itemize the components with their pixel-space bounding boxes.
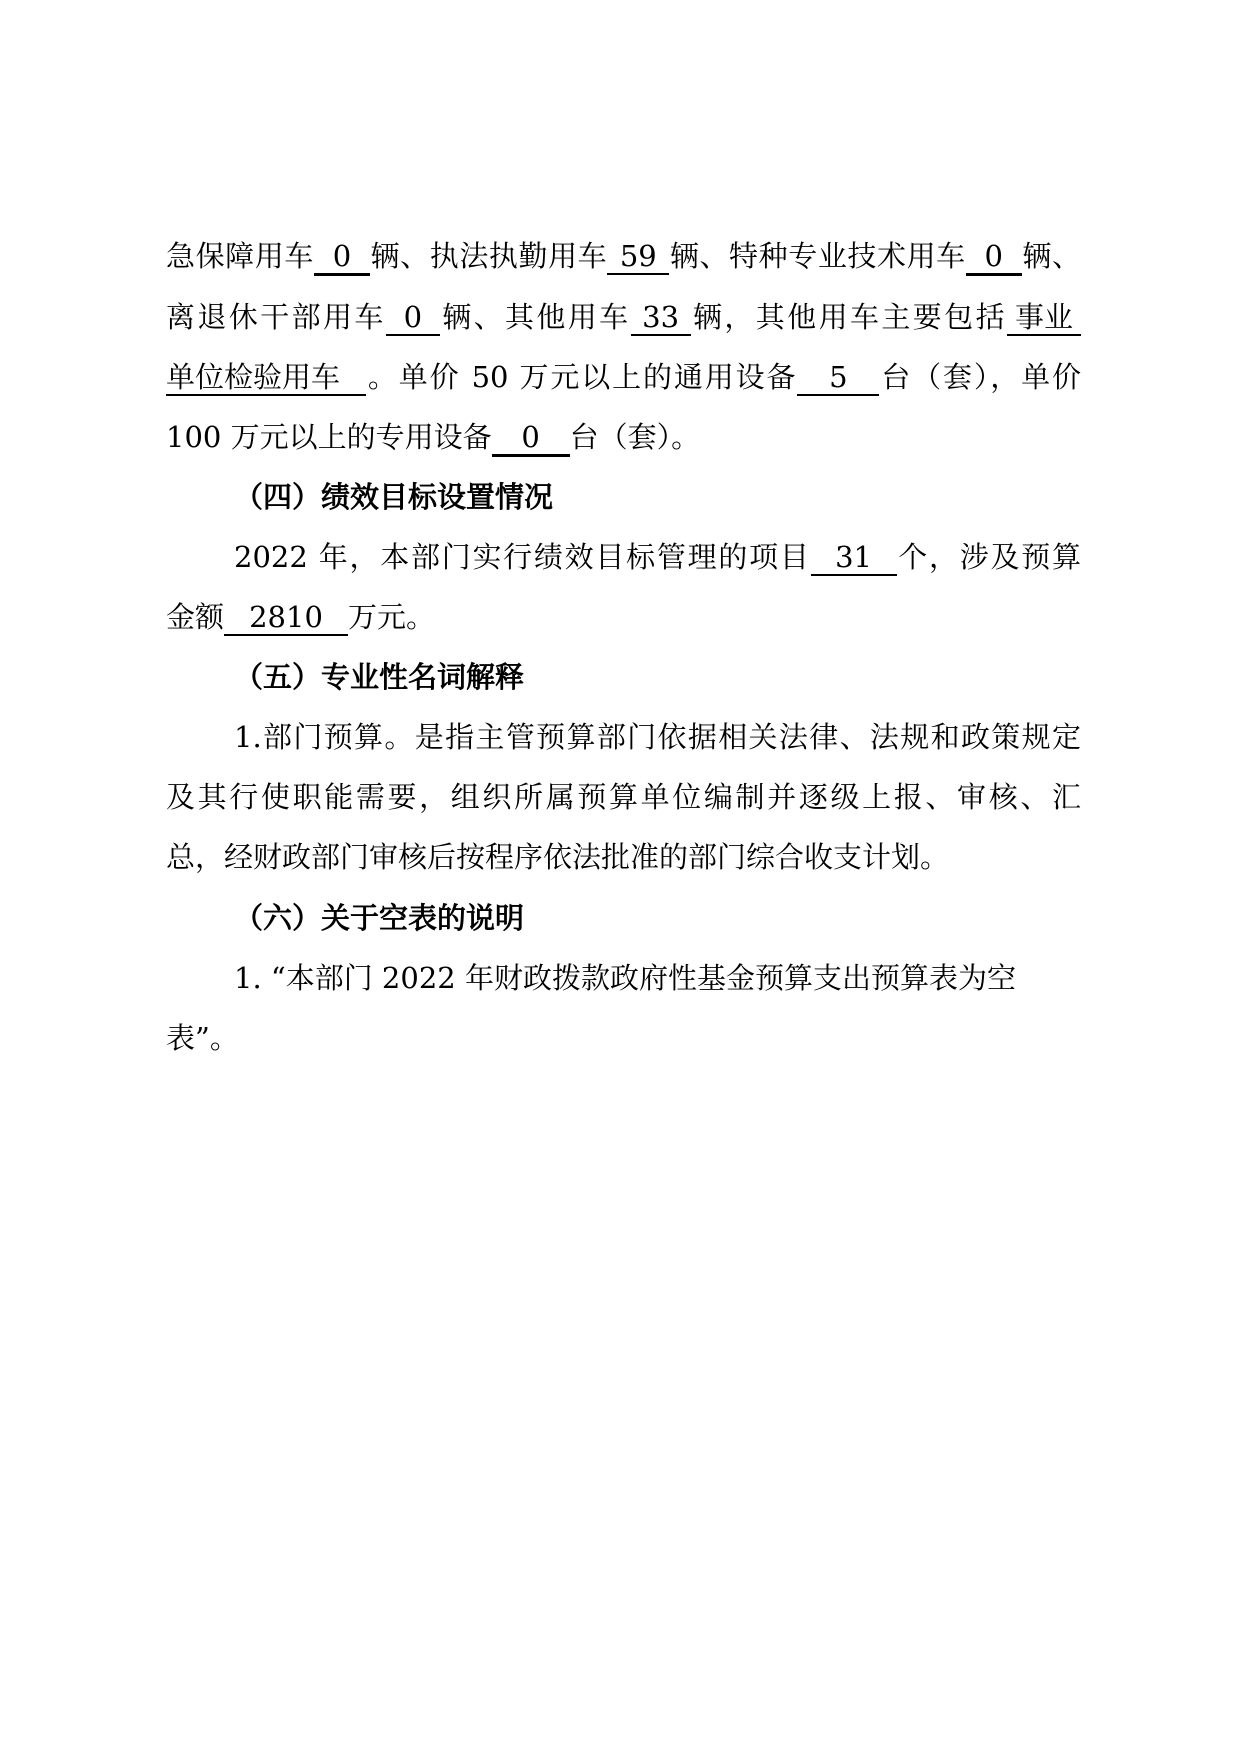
- text-segment: 。单价 50 万元以上的通用设备: [366, 360, 798, 394]
- text-segment: 辆、: [1021, 239, 1081, 273]
- filled-value-other-vehicles: 33: [631, 300, 691, 336]
- text-line-definition-2: 及其行使职能需要，组织所属预算单位编制并逐级上报、审核、汇: [166, 780, 1081, 814]
- text-segment: 台（套）。: [569, 420, 701, 454]
- text-segment: 急保障用车: [166, 239, 314, 273]
- section-heading-performance-targets: （四）绩效目标设置情况: [234, 480, 554, 514]
- text-segment: 个，涉及预算: [896, 540, 1081, 574]
- section-heading-terminology: （五）专业性名词解释: [234, 660, 525, 694]
- filled-value-general-equipment: 5: [797, 360, 879, 396]
- filled-value-retired-cadre-vehicles: 0: [386, 300, 440, 336]
- text-segment: 100 万元以上的专用设备: [166, 420, 492, 454]
- text-line-equipment-2: [166, 417, 1081, 457]
- filled-value-special-vehicles: 0: [966, 239, 1022, 276]
- text-line-definition-1: 1.部门预算。是指主管预算部门依据相关法律、法规和政策规定: [234, 720, 1081, 754]
- text-segment: 离退休干部用车: [166, 300, 386, 334]
- text-line-performance-2: [166, 597, 1081, 637]
- filled-value-other-vehicles-description-cont: 单位检验用车: [166, 360, 366, 396]
- text-segment: 万元。: [348, 600, 436, 634]
- filled-value-emergency-vehicles: 0: [314, 239, 370, 276]
- text-segment: 金额: [166, 600, 225, 634]
- filled-value-other-vehicles-description: 事业: [1007, 300, 1081, 336]
- text-segment: 辆，其他用车主要包括: [690, 300, 1007, 334]
- text-line-empty-table-2: 表”。: [166, 1021, 239, 1055]
- text-line-performance-1: [234, 537, 1081, 577]
- filled-value-budget-amount: 2810: [224, 600, 348, 636]
- section-heading-empty-tables: （六）关于空表的说明: [234, 901, 525, 935]
- text-segment: 辆、特种专业技术用车: [669, 239, 966, 273]
- text-segment: 2022 年，本部门实行绩效目标管理的项目: [234, 540, 811, 574]
- filled-value-project-count: 31: [811, 540, 897, 576]
- text-segment: 辆、其他用车: [439, 300, 631, 334]
- text-line-vehicles-2: [166, 297, 1081, 337]
- filled-value-law-enforcement-vehicles: 59: [607, 239, 669, 275]
- filled-value-special-equipment: 0: [492, 420, 570, 457]
- text-line-definition-3: 总，经财政部门审核后按程序依法批准的部门综合收支计划。: [166, 840, 950, 874]
- text-line-empty-table-1: 1. “本部门 2022 年财政拨款政府性基金预算支出预算表为空: [234, 961, 1016, 995]
- text-segment: 台（套），单价: [879, 360, 1081, 394]
- text-line-equipment-1: [166, 357, 1081, 397]
- text-line-vehicles-1: [166, 236, 1081, 276]
- text-segment: 辆、执法执勤用车: [369, 239, 608, 273]
